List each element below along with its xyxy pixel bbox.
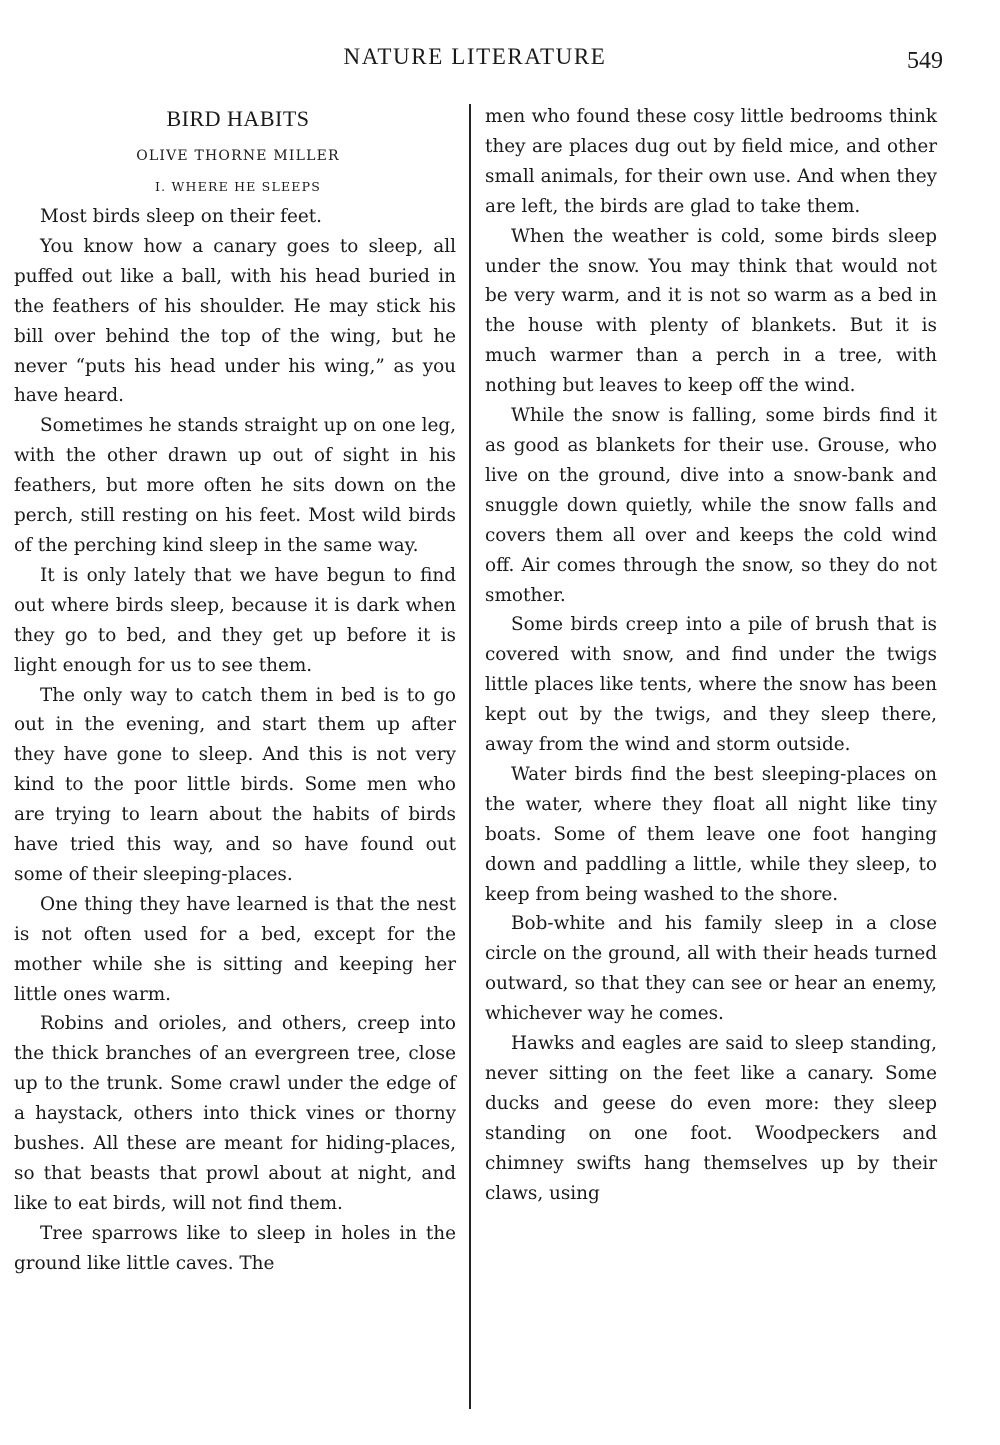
author-name: OLIVE THORNE MILLER xyxy=(136,148,340,164)
left-column xyxy=(14,102,456,1279)
running-head xyxy=(0,44,1000,84)
right-column xyxy=(485,102,937,1209)
paragraph: It is only lately that we have begun to find out where birds sleep, because it is dark when they go to bed, and they get up before it is light enough for us to see them. xyxy=(14,564,456,676)
paragraph: Tree sparrows like to sleep in holes in the ground like little caves. The xyxy=(14,1222,456,1274)
running-title: NATURE LITERATURE xyxy=(343,44,607,69)
section-heading: I. WHERE HE SLEEPS xyxy=(155,179,321,194)
paragraph: Water birds find the best sleeping-places on the water, where they float all night like tiny boats. Some of them leave one foot hanging down and paddling a little, while they sleep, to keep from being washed to the shore. xyxy=(485,763,937,905)
paragraph: Some birds creep into a pile of brush that is covered with snow, and find under the twigs little places like tents, where the snow has been kept out by the twigs, and they sleep there, away from the wind and storm outside. xyxy=(485,614,937,756)
paragraph: Hawks and eagles are said to sleep standing, never sitting on the feet like a canary. Some ducks and geese do even more: they sleep standing on one foot. Woodpeckers and chimney swifts hang themselves up by their claws, using xyxy=(485,1033,937,1204)
paragraph: Sometimes he stands straight up on one leg, with the other drawn up out of sight in his feathers, but more often he sits down on the perch, still resting on his feet. Most wild birds of the perching kind sleep in the same way. xyxy=(14,415,456,556)
paragraph: Most birds sleep on their feet. xyxy=(40,206,322,227)
paragraph: While the snow is falling, some birds find it as good as blankets for their use. Grouse, who live on the ground, dive into a snow-bank and snuggle down quietly, while the snow falls and covers them all over and keeps the cold wind off. Air comes through the snow, so they do not smother. xyxy=(485,405,937,606)
column-divider xyxy=(469,104,471,1409)
paragraph-continued: men who found these cosy little bedrooms think they are places dug out by field mice, and other small animals, for their own use. And when they are left, the birds are glad to take them. xyxy=(485,106,937,217)
paragraph: You know how a canary goes to sleep, all puffed out like a ball, with his head buried in the feathers of his shoulder. He may stick his bill over behind the top of the wing, but he never “puts his head under his wing,” as you have heard. xyxy=(14,235,456,407)
paragraph: Robins and orioles, and others, creep into the thick branches of an evergreen tree, close up to the trunk. Some crawl under the edge of a haystack, others into thick vines or thorny bushes. All these are meant for hiding-places, so that beasts that prowl about at night, and like to eat birds, will not find them. xyxy=(14,1013,456,1214)
paragraph: When the weather is cold, some birds sleep under the snow. You may think that would not be very warm, and it is not so warm as a bed in the house with plenty of blankets. But it is much warmer than a perch in a tree, with nothing but leaves to keep off the wind. xyxy=(485,225,937,397)
paragraph: The only way to catch them in bed is to go out in the evening, and start them up after they have gone to sleep. And this is not very kind to the poor little birds. Some men who are trying to learn about the habits of birds have tried this way, and so have found out some of their sleeping-places. xyxy=(14,684,456,885)
paragraph: Bob-white and his family sleep in a close circle on the ground, all with their heads turned outward, so that they can see or hear an enemy, whichever way he comes. xyxy=(485,913,937,1025)
page-number: 549 xyxy=(907,48,943,74)
paragraph: One thing they have learned is that the nest is not often used for a bed, except for the mother while she is sitting and keeping her little ones warm. xyxy=(14,893,456,1005)
article-title: BIRD HABITS xyxy=(166,106,310,131)
